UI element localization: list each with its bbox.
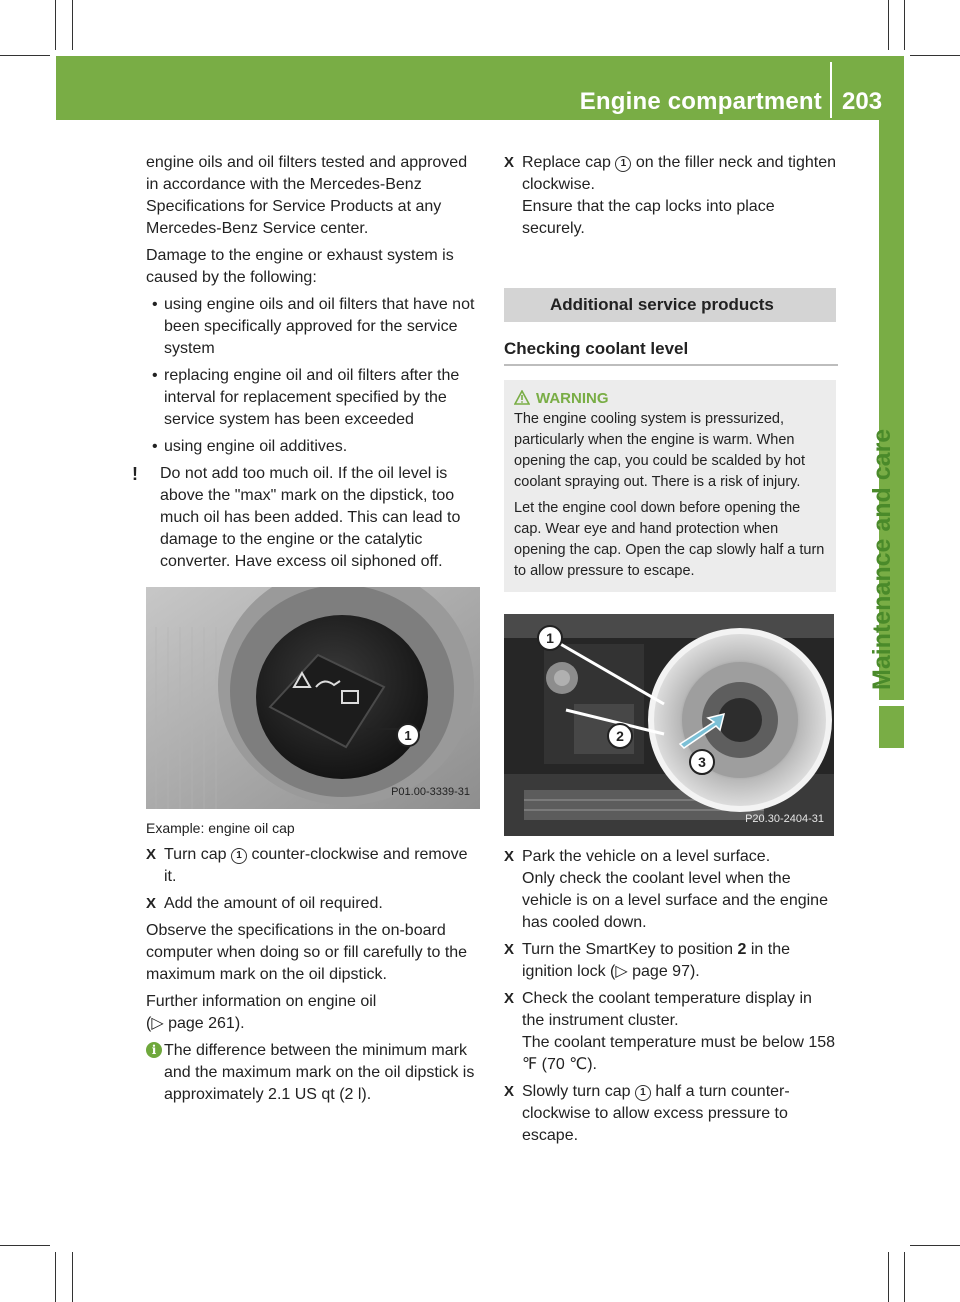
caution-text: Do not add too much oil. If the oil level is above the "max" mark on the dipstick, too much oil has been added. This can lead to damage to the engine or the catalytic converter. Have excess oil siphoned off. [160, 465, 461, 570]
warning-text: The engine cooling system is pressurized, particularly when the engine is warm. When opening the cap, you could be scalded by hot coolant spraying out. There is a risk of injury. [514, 411, 806, 490]
list-item: • using engine oils and oil filters that have not been specifically approved for the service system [146, 294, 482, 360]
oil-cap-figure [146, 587, 480, 809]
callout-label: 3 [698, 754, 706, 770]
step-item: X Replace cap 1 on the filler neck and tighten clockwise. Ensure that the cap locks into place securely. [504, 154, 836, 237]
step-item: X Check the coolant temperature display in the instrument cluster. The coolant temperature must be below 158 ℉ (70 ℃). [504, 990, 836, 1073]
coolant-figure [504, 614, 834, 836]
callout-badge: 1 [615, 156, 631, 172]
figure-code: P20.30-2404-31 [745, 813, 824, 825]
callout-badge: 1 [635, 1085, 651, 1101]
section-heading: Additional service products [504, 288, 836, 322]
step-marker-icon: X [146, 846, 157, 863]
step-item: X Add the amount of oil required. [146, 893, 482, 915]
right-column [504, 152, 836, 1147]
callout-badge: 1 [231, 848, 247, 864]
callout-label: 1 [404, 728, 412, 743]
figure-code: P01.00-3339-31 [391, 786, 470, 798]
step-item: X Park the vehicle on a level surface. Only check the coolant level when the vehicle is on a level surface and the engine has cooled down. [504, 848, 828, 931]
step-marker-icon: X [504, 1083, 515, 1100]
callout-label: 1 [546, 630, 554, 646]
warning-triangle-icon [514, 390, 530, 405]
oil-cap-illustration [146, 587, 480, 809]
paragraph: Damage to the engine or exhaust system is caused by the following: [146, 247, 454, 286]
warning-box [504, 380, 836, 592]
info-note: i The difference between the minimum mark and the maximum mark on the oil dipstick is approximately 2.1 US qt (2 l). [146, 1040, 482, 1106]
list-item: • using engine oil additives. [146, 436, 482, 458]
paragraph: Further information on engine oil (▷ page 261). [146, 993, 377, 1032]
subsection-heading: Checking coolant level [504, 338, 838, 366]
step-marker-icon: X [504, 848, 515, 865]
page-title: Engine compartment [579, 88, 822, 115]
caution-note [132, 463, 482, 573]
step-marker-icon: X [146, 895, 157, 912]
side-tab-label: Maintenance and care [868, 428, 896, 690]
step-marker-icon: X [504, 941, 515, 958]
step-item: X Turn the SmartKey to position 2 in the ignition lock (▷ page 97). [504, 941, 791, 980]
caution-icon: ! [132, 464, 138, 484]
step-marker-icon: X [504, 990, 515, 1007]
paragraph: engine oils and oil filters tested and approved in accordance with the Mercedes-Benz Specifications for Service Products at any Mercedes-Benz Service center. [146, 154, 468, 237]
left-column [132, 152, 482, 1106]
info-icon: i [146, 1042, 162, 1058]
list-item: • replacing engine oil and oil filters after the interval for replacement specified by the service system has been exceeded [146, 365, 482, 431]
paragraph: Observe the specifications in the on-board computer when doing so or fill carefully to the maximum mark on the oil dipstick. [146, 922, 468, 983]
warning-title: WARNING [514, 388, 828, 409]
coolant-tank-illustration [504, 614, 834, 836]
page-number: 203 [842, 88, 883, 115]
step-item: X Slowly turn cap 1 half a turn counter-clockwise to allow excess pressure to escape. [504, 1083, 790, 1144]
figure-caption: Example: engine oil cap [146, 820, 295, 836]
warning-text: Let the engine cool down before opening the cap. Wear eye and hand protection when opening the cap. Open the cap slowly half a turn to allow pressure to escape. [514, 500, 825, 579]
callout-label: 2 [616, 728, 624, 744]
page-reference[interactable]: (▷ page 261). [146, 1015, 245, 1032]
header-divider [830, 62, 832, 118]
step-item: X Turn cap 1 counter-clockwise and remove it. [146, 846, 468, 885]
side-tab-marker [879, 706, 904, 748]
step-marker-icon: X [504, 154, 515, 171]
